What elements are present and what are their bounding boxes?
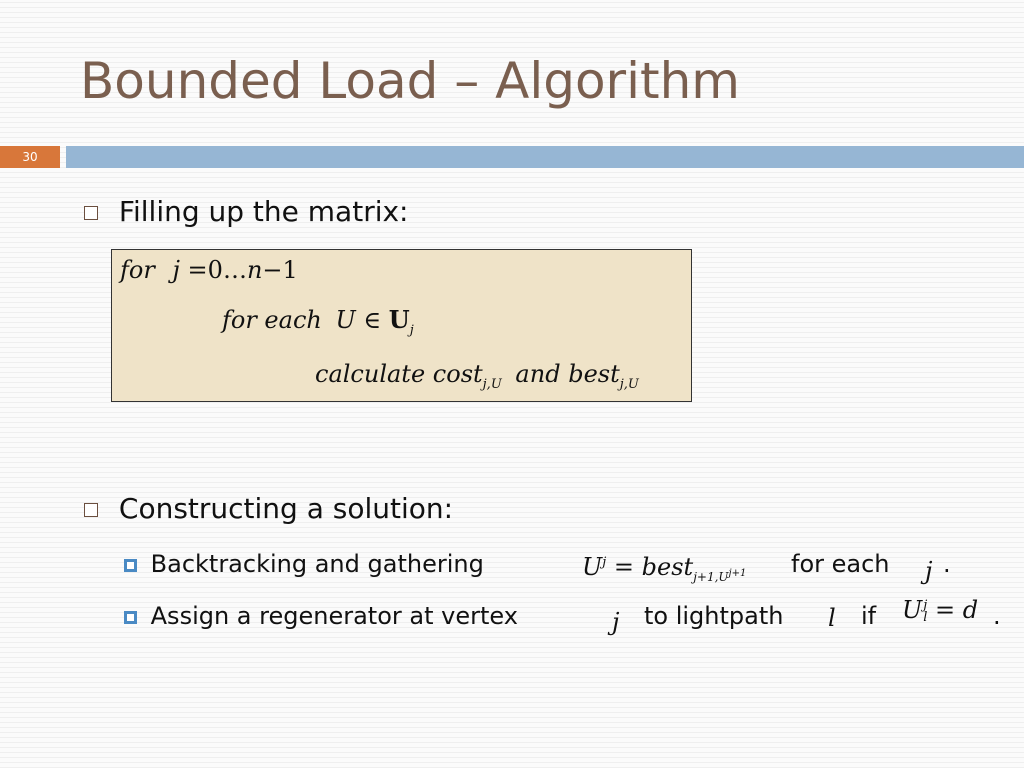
lightpath-var: l — [828, 604, 836, 632]
range-end-num: 1 — [282, 256, 298, 284]
algorithm-box — [111, 249, 692, 402]
vertex-var: j — [612, 608, 620, 636]
square-bullet-icon — [84, 503, 98, 517]
range-end-var: n — [246, 256, 263, 284]
cost-term: cost — [432, 360, 483, 388]
sentence-end-2: . — [993, 602, 1001, 630]
minus-sign: − — [262, 256, 283, 284]
range-start: 0 — [207, 256, 223, 284]
bullet-filling-matrix — [84, 195, 409, 228]
set-symbol: U — [388, 305, 410, 334]
sentence-end-1: . — [943, 550, 951, 578]
algorithm-line-1 — [120, 256, 298, 284]
sub-bullet-assign-regenerator — [124, 602, 518, 630]
element-of-sign: ∈ — [363, 306, 382, 334]
loop-var-j: j — [925, 557, 933, 585]
sub-bullet-text: Assign a regenerator at vertex — [150, 602, 518, 630]
bullet-text: Filling up the matrix: — [118, 195, 409, 228]
bullet-text: Constructing a solution: — [118, 492, 454, 525]
formula-lhs: U — [902, 596, 923, 624]
algorithm-line-3 — [315, 360, 639, 392]
bullet-constructing-solution — [84, 492, 453, 525]
to-lightpath-text: to lightpath — [644, 602, 784, 630]
filled-square-bullet-icon — [124, 559, 137, 572]
regenerator-condition-formula — [902, 596, 978, 624]
if-text: if — [861, 602, 877, 630]
ellipsis: … — [222, 256, 247, 284]
formula-lhs-sup: j — [602, 555, 607, 570]
sub-bullet-text: Backtracking and gathering — [150, 550, 484, 578]
and-word: and — [515, 360, 561, 388]
sub-bullet-backtracking — [124, 550, 484, 578]
filled-square-bullet-icon — [124, 611, 137, 624]
for-each-text: for each — [791, 550, 890, 578]
best-subscript: j,U — [619, 376, 639, 392]
formula-rhs-sub: j+1,U — [693, 569, 729, 584]
formula-rhs-subsup: j+1 — [728, 567, 747, 579]
formula-lhs-sup: j — [923, 597, 928, 613]
slide-title: Bounded Load – Algorithm — [80, 52, 741, 110]
cost-subscript: j,U — [482, 376, 502, 392]
slide-number: 30 — [0, 146, 60, 168]
formula-rhs: best — [641, 553, 694, 581]
formula-lhs-sub: l — [923, 609, 928, 625]
for-each-var — [925, 557, 932, 585]
formula-equals: = — [613, 553, 635, 581]
for-keyword: for — [120, 256, 155, 284]
for-each-clause — [791, 550, 890, 578]
square-bullet-icon — [84, 206, 98, 220]
set-subscript: j — [409, 322, 414, 338]
set-element-var: U — [335, 306, 356, 334]
equals-sign: = — [187, 256, 208, 284]
best-term: best — [568, 360, 620, 388]
loop-var: j — [172, 256, 180, 284]
formula-lhs: U — [582, 553, 603, 581]
formula-rhs: d — [962, 596, 979, 624]
header-bar — [66, 146, 1024, 168]
calculate-word: calculate — [315, 360, 426, 388]
for-each-keyword: for each — [222, 306, 322, 334]
formula-equals: = — [935, 596, 956, 624]
algorithm-line-2 — [222, 305, 414, 338]
backtracking-formula — [582, 553, 746, 584]
